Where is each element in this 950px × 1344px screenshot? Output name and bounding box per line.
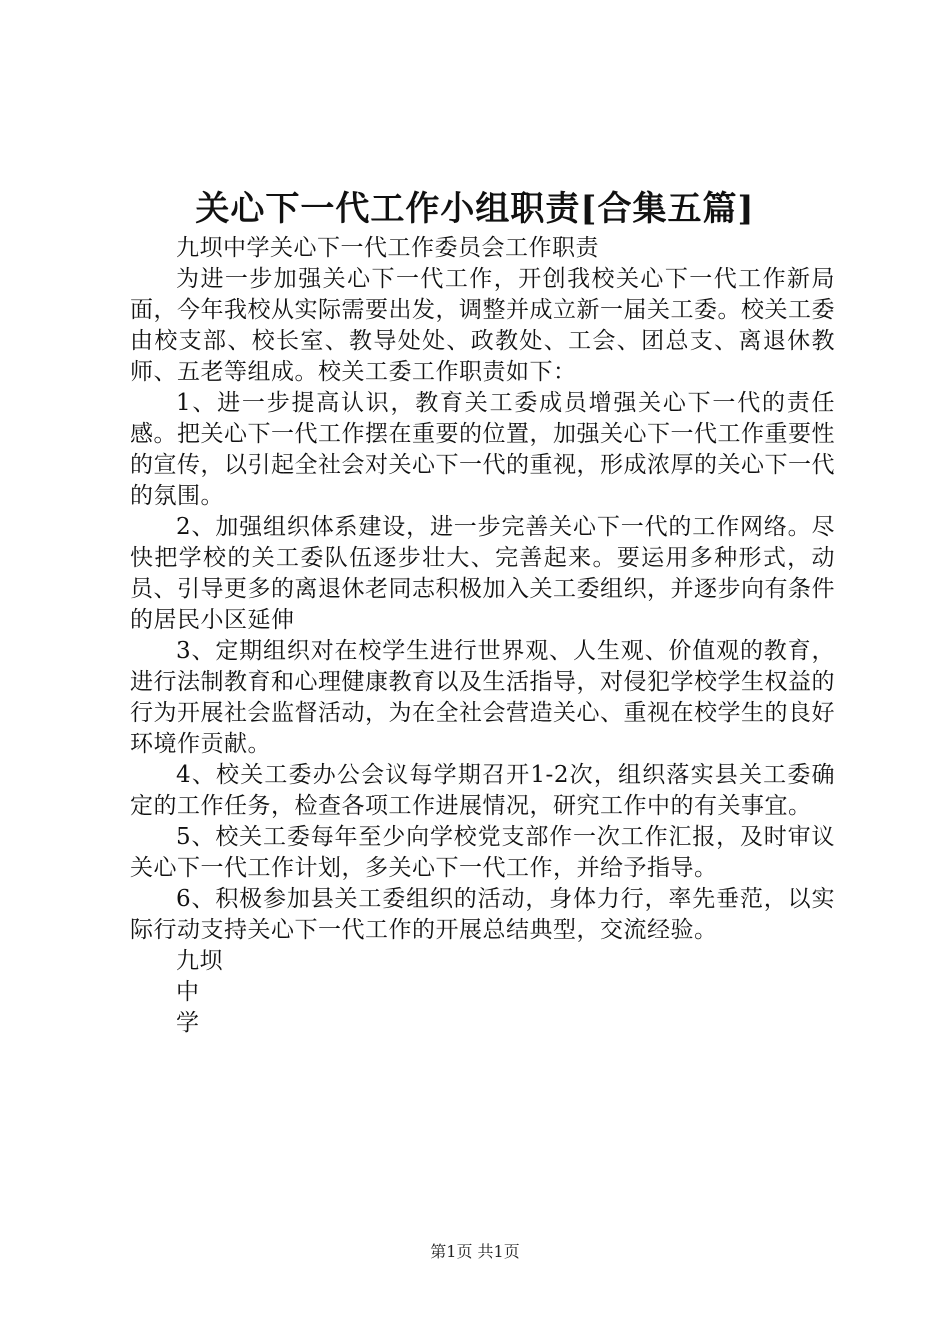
document-title: 关心下一代工作小组职责[合集五篇]	[195, 189, 755, 229]
paragraph-item-5: 5、校关工委每年至少向学校党支部作一次工作汇报，及时审议关心下一代工作计划，多关心下一代工作，并给予指导。	[130, 824, 835, 881]
paragraph-item-6: 6、积极参加县关工委组织的活动，身体力行，率先垂范，以实际行动支持关心下一代工作的开展总结典型，交流经验。	[130, 886, 835, 943]
page-footer: 第1页 共1页	[430, 1242, 520, 1261]
document-body	[130, 233, 835, 1039]
paragraph-item-1: 1、进一步提高认识，教育关工委成员增强关心下一代的责任感。把关心下一代工作摆在重要的位置，加强关心下一代工作重要性的宣传，以引起全社会对关心下一代的重视，形成浓厚的关心下一代的氛围。	[130, 390, 835, 509]
signature-line-3: 学	[176, 1010, 200, 1036]
paragraph-intro: 为进一步加强关心下一代工作，开创我校关心下一代工作新局面，今年我校从实际需要出发，调整并成立新一届关工委。校关工委由校支部、校长室、教导处处、政教处、工会、团总支、离退休教师、五老等组成。校关工委工作职责如下：	[130, 266, 835, 385]
signature-line-1: 九坝	[176, 948, 223, 974]
document-subtitle: 九坝中学关心下一代工作委员会工作职责	[176, 235, 599, 261]
signature-line-2: 中	[176, 979, 200, 1005]
paragraph-item-3: 3、定期组织对在校学生进行世界观、人生观、价值观的教育，进行法制教育和心理健康教育以及生活指导，对侵犯学校学生权益的行为开展社会监督活动，为在全社会营造关心、重视在校学生的良好环境作贡献。	[130, 638, 835, 757]
paragraph-item-4: 4、校关工委办公会议每学期召开1-2次，组织落实县关工委确定的工作任务，检查各项工作进展情况，研究工作中的有关事宜。	[130, 762, 835, 819]
paragraph-item-2: 2、加强组织体系建设，进一步完善关心下一代的工作网络。尽快把学校的关工委队伍逐步壮大、完善起来。要运用多种形式，动员、引导更多的离退休老同志积极加入关工委组织，并逐步向有条件的居民小区延伸	[130, 514, 835, 633]
